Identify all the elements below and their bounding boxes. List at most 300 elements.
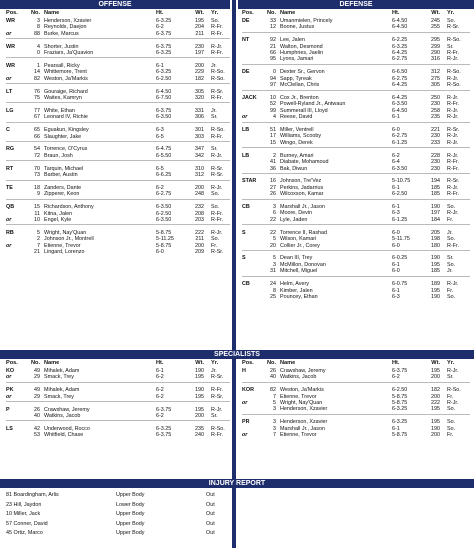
player-ht: 6-2 [392, 374, 400, 381]
player-pos: S [242, 255, 246, 262]
player-ht: 6-0.75 [392, 281, 408, 288]
player-wt: 320 [195, 95, 204, 102]
player-yr: Jr. [211, 368, 217, 374]
player-ht: 6-4 [392, 159, 400, 166]
player-no: 3 [273, 261, 276, 268]
player-yr: Fr. [447, 432, 454, 439]
player-pos: CB [242, 281, 250, 288]
player-wt: 208 [195, 210, 204, 217]
player-no: 1 [37, 62, 40, 69]
player-wt: 255 [431, 24, 440, 31]
player-yr: R-Fr. [447, 159, 459, 166]
player-wt: 184 [431, 216, 440, 223]
defense-header: DEFENSE [238, 0, 474, 9]
player-wt: 312 [431, 69, 440, 76]
player-ht: 6-2 [156, 185, 164, 192]
player-name: Johnson, Tre'Vez [280, 178, 322, 185]
player-row [6, 217, 230, 223]
player-row [6, 153, 230, 159]
player-name: Watkins, Jacob [280, 374, 317, 381]
player-name: Lee, Jalen [280, 37, 305, 44]
player-ht: 6-6.50 [392, 69, 408, 76]
player-wt: 316 [431, 56, 440, 63]
player-no: 75 [34, 95, 40, 102]
player-yr: Sr. [211, 146, 218, 153]
player-ht: 6-3 [392, 293, 400, 300]
player-ht: 6-3.25 [156, 69, 172, 76]
player-ht: 5-8.75 [392, 400, 408, 407]
player-pos: LT [6, 88, 13, 95]
player-yr: R-Jr. [211, 152, 223, 159]
player-name: Smack, Trey [44, 374, 74, 381]
player-name: Bak, Diwun [280, 165, 308, 172]
player-pos: QB [6, 204, 15, 211]
player-ht: 6-2.50 [156, 75, 172, 82]
column-header-row [242, 9, 470, 18]
player-row [242, 374, 470, 380]
player-no: 26 [270, 191, 276, 198]
player-ht: 5-11.75 [392, 236, 410, 243]
player-no: 26 [34, 406, 40, 413]
player-pos: or [6, 217, 12, 224]
player-wt: 195 [195, 374, 204, 381]
player-wt: 185 [431, 184, 440, 191]
player-no: 70 [34, 165, 40, 172]
injury-player: 81 Boardingham, Arlis [6, 492, 59, 498]
player-yr: R-Fr. [211, 210, 223, 217]
player-pos: RB [6, 229, 14, 236]
player-name: Fraziars, Ja'Quavion [44, 50, 94, 57]
player-wt: 248 [195, 191, 204, 198]
player-name: Marshall Jr., Jason [280, 425, 325, 432]
player-ht: 6-4.25 [392, 95, 408, 102]
player-yr: R-Jr. [447, 184, 459, 191]
player-wt: 258 [431, 107, 440, 114]
player-no: 95 [270, 56, 276, 63]
player-yr: So. [211, 236, 220, 243]
player-ht: 6-4.50 [392, 24, 408, 31]
player-no: 7 [273, 432, 276, 439]
player-yr: R-Jr. [447, 75, 459, 82]
player-pos: PR [242, 419, 250, 426]
player-wt: 197 [431, 210, 440, 217]
player-no: 77 [34, 107, 40, 114]
column-header-ht: Ht. [392, 360, 400, 366]
player-row [6, 394, 230, 400]
player-ht: 6-5.50 [156, 152, 172, 159]
player-ht: 5-8.75 [392, 393, 408, 400]
player-wt: 306 [195, 114, 204, 121]
player-name: Weston, Ja'Markis [44, 75, 88, 82]
player-wt: 198 [431, 236, 440, 243]
player-wt: 310 [195, 165, 204, 172]
player-row [242, 56, 470, 62]
player-pos: LG [6, 107, 14, 114]
player-no: 49 [34, 387, 40, 394]
player-pos: NT [242, 37, 250, 44]
player-pos: WR [6, 62, 15, 69]
player-wt: 200 [195, 242, 204, 249]
player-pos: JACK [242, 95, 257, 102]
column-header-no: No. [30, 10, 40, 16]
player-yr: R-Sr. [447, 178, 460, 185]
player-wt: 331 [195, 107, 204, 114]
player-wt: 182 [195, 75, 204, 82]
player-yr: R-Fr. [211, 133, 223, 140]
injury-player: 57 Conner, David [6, 520, 48, 527]
player-no: 21 [34, 249, 40, 256]
player-no: 3 [273, 419, 276, 426]
injury-row [6, 501, 230, 511]
player-name: Etienne, Trevor [280, 432, 317, 439]
player-wt: 195 [431, 287, 440, 294]
player-wt: 200 [195, 185, 204, 192]
player-no: 29 [34, 393, 40, 400]
player-name: Underwood, Rocco [44, 425, 90, 432]
player-no: 82 [270, 387, 276, 394]
player-yr: Jr. [447, 229, 453, 236]
column-header-yr: Yr. [211, 360, 219, 366]
column-header-wt: Wt. [195, 10, 204, 16]
player-no: 67 [34, 114, 40, 121]
injury-row [6, 491, 230, 501]
player-row [6, 191, 230, 197]
player-no: 52 [270, 101, 276, 108]
injury-type: Upper Body [116, 492, 145, 498]
player-yr: R-Jr. [211, 185, 223, 192]
player-no: 31 [270, 268, 276, 275]
injury-header: INJURY REPORT [0, 479, 474, 488]
player-wt: 189 [431, 281, 440, 288]
player-name: Reynolds, Daejon [44, 24, 87, 31]
player-ht: 6-2.75 [156, 191, 172, 198]
defense-column [242, 9, 470, 300]
player-no: 40 [270, 374, 276, 381]
specialists-left-column [6, 359, 230, 439]
player-yr: So. [447, 18, 456, 24]
player-yr: R-Sr. [211, 172, 224, 179]
player-yr: R-So. [447, 37, 461, 44]
player-wt: 228 [431, 152, 440, 159]
player-no: 4 [37, 43, 40, 50]
column-header-row [6, 359, 230, 368]
player-pos: LS [6, 425, 13, 432]
player-name: Torrence II, Rashad [280, 229, 328, 236]
player-ht: 6-3.75 [392, 368, 408, 374]
player-ht: 6-0 [392, 242, 400, 249]
player-yr: R-Fr. [447, 101, 459, 108]
player-no: 5 [273, 236, 276, 243]
player-name: Sapp, Tyreak [280, 75, 312, 82]
player-ht: 6-0 [392, 127, 400, 134]
player-ht: 6-2.50 [392, 191, 408, 198]
player-ht: 6-0 [392, 268, 400, 275]
player-yr: R-Sr. [211, 165, 224, 172]
player-yr: R-Fr. [447, 50, 459, 57]
player-name: Reese, David [280, 114, 313, 121]
column-header-yr: Yr. [447, 360, 455, 366]
player-no: 22 [270, 229, 276, 236]
player-yr: R-Jr. [447, 210, 459, 217]
player-ht: 6-5 [156, 133, 164, 140]
player-no: 5 [273, 400, 276, 407]
player-no: 24 [270, 281, 276, 288]
player-wt: 195 [195, 406, 204, 413]
player-yr: So. [447, 261, 456, 268]
player-no: 9 [37, 191, 40, 198]
player-no: 5 [37, 229, 40, 236]
player-name: Wingo, Derek [280, 139, 313, 146]
player-pos: or [6, 374, 12, 381]
column-header-wt: Wt. [431, 360, 440, 366]
player-ht: 6-3 [392, 210, 400, 217]
player-yr: R-So. [447, 82, 461, 89]
column-header-pos: Pos. [242, 360, 254, 366]
player-wt: 195 [195, 18, 204, 24]
player-no: 4 [273, 114, 276, 121]
specialists-header: SPECIALISTS [0, 350, 474, 359]
player-wt: 200 [431, 432, 440, 439]
player-yr: So. [447, 419, 456, 426]
player-pos: or [242, 400, 248, 407]
player-yr: So. [211, 204, 220, 211]
player-ht: 6-2.75 [392, 75, 408, 82]
player-no: 18 [34, 185, 40, 192]
player-wt: 232 [195, 204, 204, 211]
player-ht: 6-0 [392, 229, 400, 236]
player-yr: R-Fr. [211, 217, 223, 224]
player-ht: 6-6.25 [156, 172, 172, 179]
player-row [242, 140, 470, 146]
player-name: Weston, Ja'Markis [280, 387, 324, 394]
specialists-right-column [242, 359, 470, 439]
player-name: Mitchell, Miguel [280, 268, 318, 275]
player-yr: So. [211, 191, 220, 198]
player-no: 25 [270, 293, 276, 300]
player-yr: R-Jr. [447, 152, 459, 159]
player-no: 3 [273, 425, 276, 432]
player-no: 6 [273, 210, 276, 217]
player-ht: 6-5 [156, 165, 164, 172]
player-row [6, 134, 230, 140]
player-name: Henderson, Xzavier [44, 18, 92, 24]
player-row [6, 114, 230, 120]
player-row [6, 172, 230, 178]
player-wt: 200 [195, 62, 204, 69]
player-ht: 6-3.25 [392, 43, 408, 50]
player-pos: RT [6, 165, 14, 172]
column-header-row [242, 359, 470, 368]
player-name: McClellan, Chris [280, 82, 320, 89]
player-wt: 185 [431, 268, 440, 275]
player-pos: WR [6, 43, 15, 50]
player-name: Wilcoxson, Kamar [280, 191, 324, 198]
player-yr: R-So. [211, 69, 225, 76]
column-header-wt: Wt. [431, 10, 440, 16]
player-ht: 6-7.50 [156, 95, 172, 102]
player-name: Pearsall, Ricky [44, 62, 80, 69]
player-ht: 6-3.50 [156, 114, 172, 121]
player-wt: 229 [195, 69, 204, 76]
column-header-no: No. [30, 360, 40, 366]
player-no: 22 [270, 216, 276, 223]
player-yr: Fr. [447, 393, 454, 400]
player-name: Smack, Trey [44, 393, 74, 400]
injury-list [6, 491, 230, 539]
player-row [242, 82, 470, 88]
player-name: Tarquin, Michael [44, 165, 84, 172]
player-wt: 342 [195, 152, 204, 159]
player-name: Johnson Jr., Montrell [44, 236, 94, 243]
player-wt: 295 [431, 37, 440, 44]
player-yr: R-Jr. [447, 368, 459, 374]
player-yr: R-Sr. [211, 88, 224, 95]
player-yr: Fr. [447, 287, 454, 294]
player-yr: So. [211, 18, 220, 24]
column-header-no: No. [266, 10, 276, 16]
player-wt: 235 [431, 114, 440, 121]
player-no: 2 [273, 152, 276, 159]
player-wt: 200 [195, 412, 204, 419]
player-no: 33 [270, 18, 276, 24]
player-wt: 347 [195, 146, 204, 153]
injury-type: Upper Body [116, 511, 145, 517]
column-header-name: Name [280, 10, 296, 16]
player-yr: R-Jr. [447, 133, 459, 140]
player-no: 0 [273, 69, 276, 76]
player-yr: R-Sr. [211, 374, 224, 381]
center-divider [232, 0, 236, 548]
player-yr: Sr. [211, 412, 218, 419]
player-no: 3 [273, 406, 276, 413]
player-yr: R-Fr. [211, 30, 223, 37]
player-no: 66 [270, 50, 276, 57]
player-name: White, Ethan [44, 107, 75, 114]
column-header-no: No. [266, 360, 276, 366]
player-no: 36 [270, 165, 276, 172]
player-pos: S [242, 229, 246, 236]
player-row [242, 191, 470, 197]
player-no: 41 [270, 159, 276, 166]
player-yr: Sr. [211, 114, 218, 121]
column-header-pos: Pos. [6, 360, 18, 366]
player-yr: R-Jr. [447, 139, 459, 146]
player-ht: 6-3.25 [156, 18, 172, 24]
player-row [6, 50, 230, 56]
player-yr: R-So. [211, 127, 225, 134]
player-pos: WR [6, 18, 15, 24]
player-yr: Fr. [447, 216, 454, 223]
player-no: 54 [34, 146, 40, 153]
player-yr: So. [447, 204, 456, 211]
player-pos: PK [6, 387, 14, 394]
player-ht: 6-1 [392, 261, 400, 268]
player-ht: 6-3.50 [156, 217, 172, 224]
player-pos: TE [6, 185, 13, 192]
player-yr: R-Fr. [211, 50, 223, 57]
player-ht: 6-2.25 [392, 37, 408, 44]
player-name: Henderson, Xzavier [280, 406, 328, 413]
player-wt: 211 [195, 236, 204, 243]
player-name: Mihalek, Adam [44, 368, 80, 374]
player-wt: 190 [431, 204, 440, 211]
player-no: 21 [270, 43, 276, 50]
player-name: Henderson, Xzavier [280, 419, 328, 426]
player-ht: 6-3.50 [392, 101, 408, 108]
player-ht: 6-3.75 [156, 406, 172, 413]
player-name: Torrence, O'Cyrus [44, 146, 88, 153]
player-wt: 185 [431, 191, 440, 198]
player-ht: 6-1 [156, 368, 164, 374]
player-wt: 195 [431, 261, 440, 268]
player-name: Moore, Devin [280, 210, 313, 217]
player-yr: Jr. [211, 107, 217, 114]
player-row [6, 249, 230, 255]
player-ht: 6-3.75 [156, 30, 172, 37]
player-yr: Sr. [447, 255, 454, 262]
player-name: Collier Jr., Corey [280, 242, 320, 249]
player-wt: 190 [195, 368, 204, 374]
player-ht: 6-1 [392, 204, 400, 211]
player-row [6, 76, 230, 82]
player-wt: 230 [431, 101, 440, 108]
player-wt: 305 [431, 82, 440, 89]
player-name: Dexter Sr., Gervon [280, 69, 325, 76]
player-pos: or [6, 242, 12, 249]
offense-header: OFFENSE [0, 0, 230, 9]
player-name: Watkins, Jacob [44, 412, 81, 419]
player-name: Leonard IV, Richie [44, 114, 88, 121]
player-yr: R-So. [211, 75, 225, 82]
player-ht: 6-3.25 [392, 419, 408, 426]
player-ht: 5-8.75 [156, 242, 172, 249]
player-no: 5 [273, 255, 276, 262]
player-yr: R-Fr. [211, 95, 223, 102]
player-no: 51 [270, 127, 276, 134]
player-no: 42 [34, 425, 40, 432]
column-header-ht: Ht. [392, 10, 400, 16]
player-no: 73 [34, 172, 40, 179]
player-no: 15 [270, 139, 276, 146]
player-wt: 303 [195, 133, 204, 140]
column-header-name: Name [44, 360, 60, 366]
player-yr: R-Fr. [447, 165, 459, 172]
player-name: Lyons, Jamari [280, 56, 314, 63]
player-no: 40 [34, 412, 40, 419]
player-row [6, 432, 230, 438]
player-ht: 6-1 [392, 184, 400, 191]
player-name: Lingard, Lorenzo [44, 249, 85, 256]
player-pos: CB [242, 204, 250, 211]
player-name: Boone, Justus [280, 24, 315, 31]
player-pos: DE [242, 69, 250, 76]
player-name: Summerall III, Lloyd [280, 107, 328, 114]
player-no: 27 [270, 184, 276, 191]
offense-column [6, 9, 230, 256]
player-ht: 6-1 [156, 62, 164, 69]
player-yr: R-Sr. [211, 393, 224, 400]
player-yr: R-Jr. [211, 229, 223, 236]
player-name: Dean III, Trey [280, 255, 313, 262]
player-no: 20 [270, 242, 276, 249]
player-yr: Sr. [447, 43, 454, 50]
player-name: Etienne, Trevor [280, 393, 317, 400]
player-ht: 5-8.75 [156, 229, 172, 236]
column-header-yr: Yr. [211, 10, 219, 16]
player-wt: 200 [431, 393, 440, 400]
player-wt: 230 [431, 165, 440, 172]
player-row [242, 166, 470, 172]
